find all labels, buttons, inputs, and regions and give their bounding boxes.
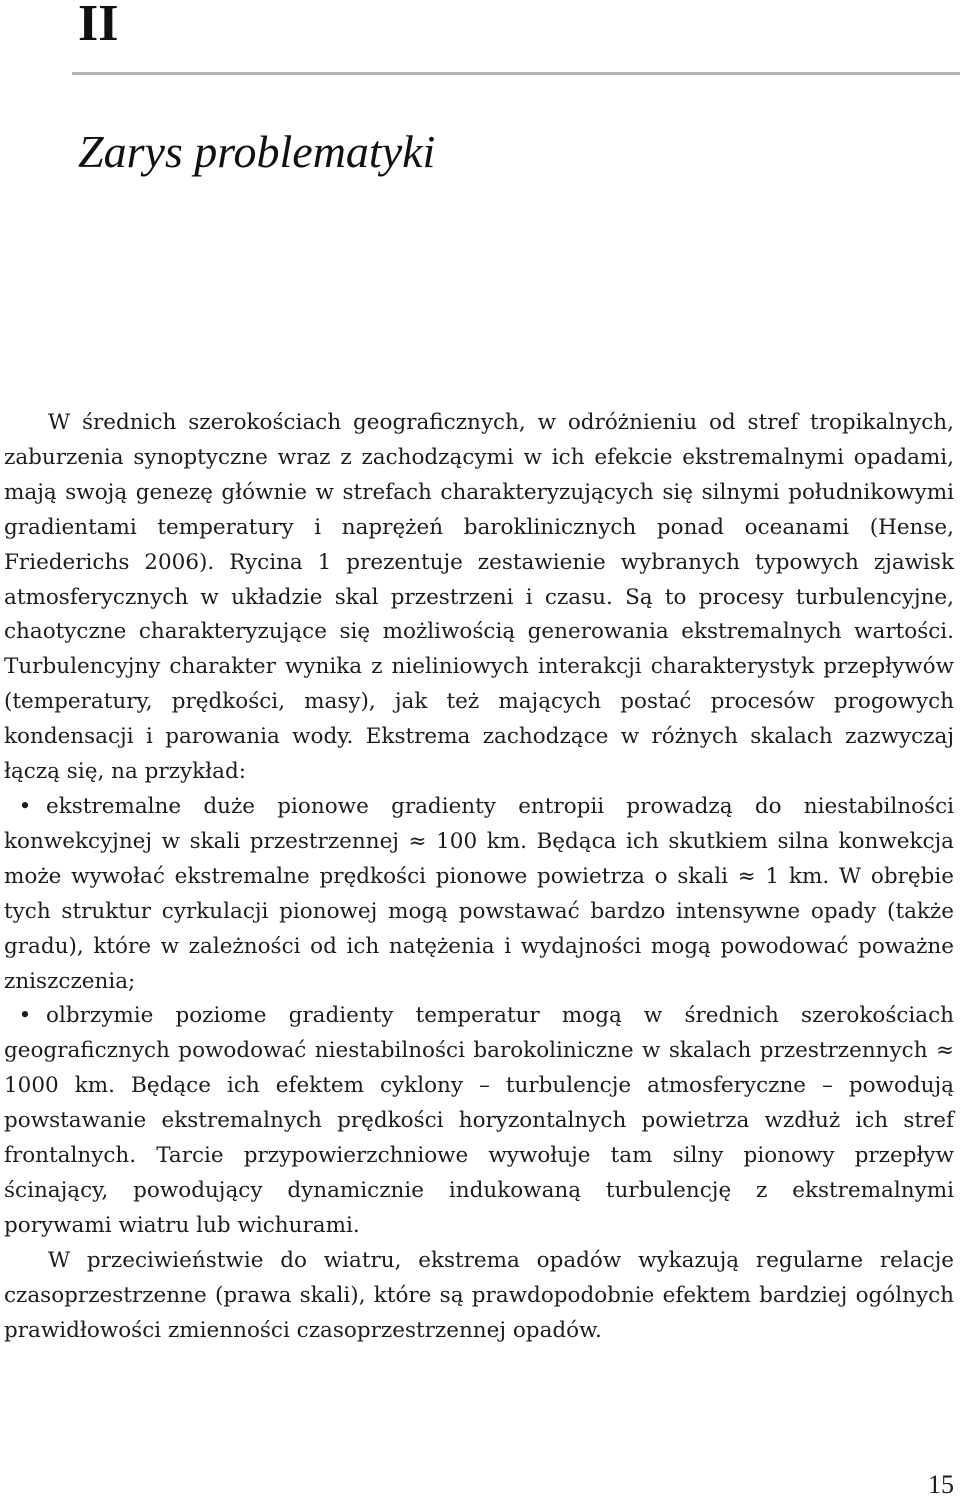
bullet-text-2: olbrzymie poziome gradienty temperatur mogą w średnich szerokościach geograficznych powodować niestabilności barokoliniczne w skalach przestrzennych ≈ 1000 km. Będące ich efektem cyklony – turbulencje atmosferyczne – powodują powstawanie ekstremalnych prędkości horyzontalnych powietrza wzdłuż ich stref frontalnych. Tarcie przypowierzchniowe wywołuje tam silny pionowy przepływ ścinający, powodujący dynamicznie indukowaną turbulencję z ekstremalnymi porywami wiatru lub wichurami.	[4, 1003, 954, 1238]
bullet-text-1: ekstremalne duże pionowe gradienty entropii prowadzą do niestabilności konwekcyjnej w skali przestrzennej ≈ 100 km. Będąca ich skutkiem silna konwekcja może wywołać ekstremalne prędkości pionowe powietrza o skali ≈ 1 km. W obrębie tych struktur cyrkulacji pionowej mogą powstawać bardzo intensywne opady (także gradu), które w zależności od ich natężenia i wydajności mogą powodować poważne zniszczenia;	[4, 793, 954, 994]
chapter-number: II	[78, 0, 119, 52]
bullet-item-1	[4, 790, 954, 999]
chapter-title: Zarys problematyki	[78, 126, 436, 177]
bullet-marker: •	[18, 793, 32, 819]
chapter-divider	[72, 72, 960, 75]
intro-paragraph: W średnich szerokościach geograficznych, w odróżnieniu od stref tropikalnych, zaburzenia synoptyczne wraz z zachodzącymi w ich efekcie ekstremalnymi opadami, mają swoją genezę głównie w strefach charakteryzujących się silnymi południkowymi gradientami temperatury i naprężeń baroklinicznych ponad oceanami (Hense, Friederichs 2006). Rycina 1 prezentuje zestawienie wybranych typowych zjawisk atmosferycznych w układzie skal przestrzeni i czasu. Są to procesy turbulencyjne, chaotyczne charakteryzujące się możliwością generowania ekstremalnych wartości. Turbulencyjny charakter wynika z nieliniowych interakcji charakterystyk przepływów (temperatury, prędkości, masy), jak też mających postać procesów progowych kondensacji i parowania wody. Ekstrema zachodzące w różnych skalach zazwyczaj łączą się, na przykład:	[4, 410, 954, 785]
bullet-item-2	[4, 999, 954, 1243]
body-text	[4, 406, 954, 1348]
page-number: 15	[928, 1470, 954, 1499]
closing-paragraph: W przeciwieństwie do wiatru, ekstrema opadów wykazują regularne relacje czasoprzestrzenne (prawa skali), które są prawdopodobnie efektem bardziej ogólnych prawidłowości zmienności czasoprzestrzennej opadów.	[4, 1247, 954, 1343]
bullet-marker: •	[18, 1003, 32, 1029]
